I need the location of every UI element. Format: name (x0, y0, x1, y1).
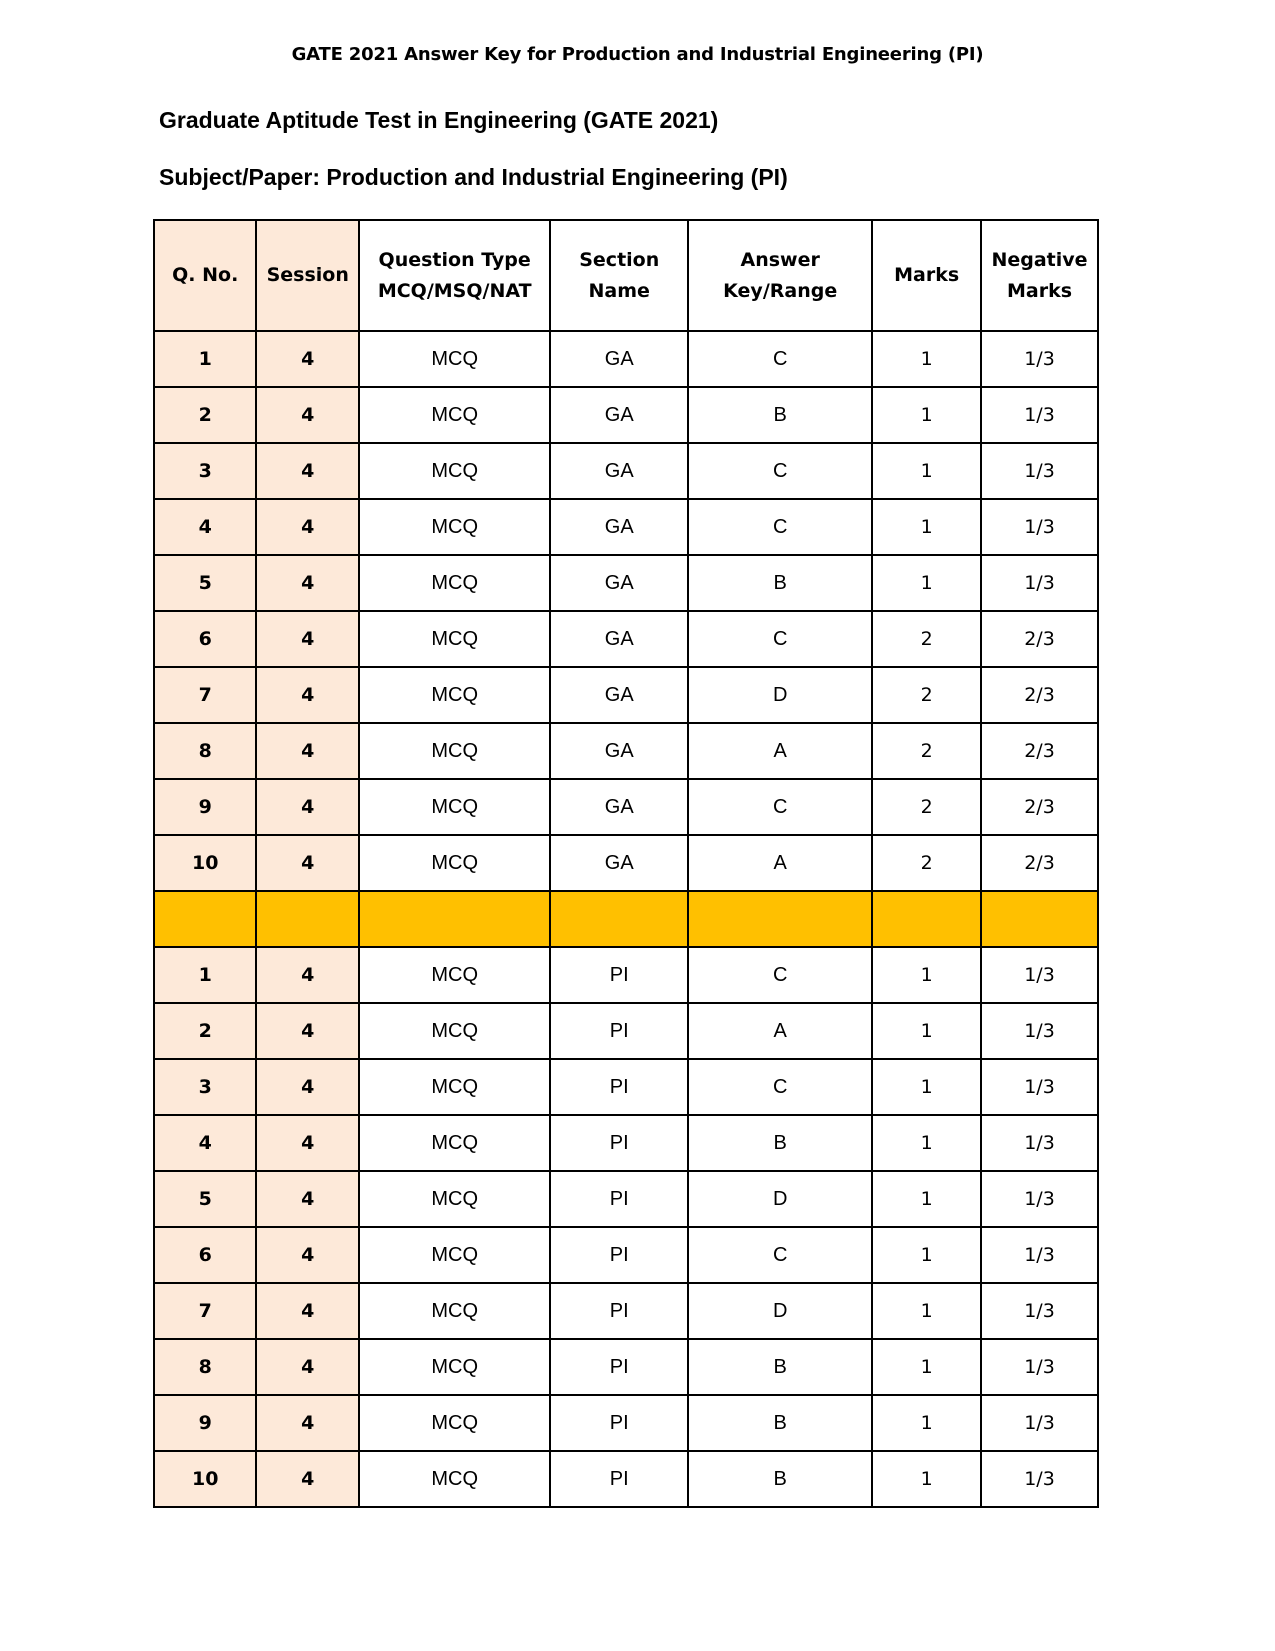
cell-negative-marks: 2/3 (981, 611, 1098, 667)
cell-answer-key: C (688, 611, 872, 667)
cell-answer-key: C (688, 947, 872, 1003)
cell-negative-marks: 1/3 (981, 1283, 1098, 1339)
cell-answer-key: D (688, 1171, 872, 1227)
separator-cell (872, 891, 981, 947)
table-row-ga (154, 555, 1098, 611)
header-question-type (359, 220, 550, 331)
cell-session: 4 (256, 779, 358, 835)
cell-section-name: GA (550, 779, 688, 835)
cell-qno: 9 (154, 1395, 256, 1451)
header-answer-key-line: Key/Range (723, 279, 838, 302)
section-separator-row (154, 891, 1098, 947)
table-row-ga (154, 779, 1098, 835)
cell-negative-marks: 2/3 (981, 835, 1098, 891)
table-row-pi (154, 1115, 1098, 1171)
cell-answer-key: D (688, 1283, 872, 1339)
cell-section-name: PI (550, 1059, 688, 1115)
cell-section-name: GA (550, 499, 688, 555)
cell-question-type: MCQ (359, 443, 550, 499)
table-row-ga (154, 331, 1098, 387)
cell-question-type: MCQ (359, 1171, 550, 1227)
cell-session: 4 (256, 835, 358, 891)
table-row-pi (154, 1451, 1098, 1507)
cell-marks: 2 (872, 667, 981, 723)
cell-question-type: MCQ (359, 331, 550, 387)
cell-section-name: PI (550, 1003, 688, 1059)
cell-negative-marks: 1/3 (981, 1059, 1098, 1115)
table-header-row (154, 220, 1098, 331)
cell-negative-marks: 1/3 (981, 1171, 1098, 1227)
cell-qno: 6 (154, 611, 256, 667)
cell-question-type: MCQ (359, 1115, 550, 1171)
cell-session: 4 (256, 443, 358, 499)
page-header: GATE 2021 Answer Key for Production and Industrial Engineering (PI) (291, 44, 984, 65)
cell-session: 4 (256, 331, 358, 387)
cell-negative-marks: 1/3 (981, 1451, 1098, 1507)
cell-marks: 1 (872, 1115, 981, 1171)
cell-question-type: MCQ (359, 499, 550, 555)
cell-marks: 1 (872, 443, 981, 499)
cell-section-name: GA (550, 443, 688, 499)
table-row-ga (154, 443, 1098, 499)
cell-marks: 1 (872, 555, 981, 611)
header-answer-key-line: Answer (740, 248, 820, 271)
cell-marks: 1 (872, 1003, 981, 1059)
cell-negative-marks: 1/3 (981, 1115, 1098, 1171)
cell-answer-key: C (688, 779, 872, 835)
cell-question-type: MCQ (359, 723, 550, 779)
cell-qno: 3 (154, 443, 256, 499)
table-row-pi (154, 1171, 1098, 1227)
cell-negative-marks: 1/3 (981, 331, 1098, 387)
header-answer-key (688, 220, 872, 331)
cell-negative-marks: 1/3 (981, 555, 1098, 611)
separator-cell (154, 891, 256, 947)
cell-session: 4 (256, 1283, 358, 1339)
cell-section-name: GA (550, 387, 688, 443)
cell-answer-key: C (688, 331, 872, 387)
separator-cell (256, 891, 358, 947)
cell-negative-marks: 2/3 (981, 723, 1098, 779)
cell-question-type: MCQ (359, 779, 550, 835)
cell-section-name: GA (550, 723, 688, 779)
cell-negative-marks: 1/3 (981, 387, 1098, 443)
cell-qno: 1 (154, 947, 256, 1003)
cell-qno: 10 (154, 835, 256, 891)
cell-qno: 1 (154, 331, 256, 387)
page-title: Graduate Aptitude Test in Engineering (GATE 2021) (159, 107, 719, 133)
cell-section-name: GA (550, 555, 688, 611)
cell-section-name: PI (550, 1227, 688, 1283)
cell-qno: 4 (154, 1115, 256, 1171)
cell-qno: 2 (154, 387, 256, 443)
cell-marks: 2 (872, 835, 981, 891)
separator-cell (981, 891, 1098, 947)
table-row-pi (154, 1227, 1098, 1283)
cell-session: 4 (256, 555, 358, 611)
cell-qno: 5 (154, 555, 256, 611)
cell-answer-key: C (688, 443, 872, 499)
cell-qno: 2 (154, 1003, 256, 1059)
cell-question-type: MCQ (359, 1283, 550, 1339)
cell-question-type: MCQ (359, 947, 550, 1003)
cell-marks: 1 (872, 1451, 981, 1507)
cell-question-type: MCQ (359, 555, 550, 611)
cell-qno: 8 (154, 1339, 256, 1395)
header-negative-marks-line: Marks (1006, 279, 1073, 302)
separator-cell (688, 891, 872, 947)
table-row-ga (154, 723, 1098, 779)
cell-session: 4 (256, 1115, 358, 1171)
cell-section-name: PI (550, 1283, 688, 1339)
header-negative-marks-line: Negative (991, 248, 1088, 271)
header-session (256, 220, 358, 331)
cell-qno: 7 (154, 1283, 256, 1339)
table-row-pi (154, 947, 1098, 1003)
cell-marks: 1 (872, 499, 981, 555)
cell-qno: 5 (154, 1171, 256, 1227)
cell-qno: 10 (154, 1451, 256, 1507)
cell-session: 4 (256, 1451, 358, 1507)
cell-section-name: GA (550, 331, 688, 387)
cell-marks: 1 (872, 1339, 981, 1395)
header-marks (872, 220, 981, 331)
cell-section-name: GA (550, 611, 688, 667)
cell-negative-marks: 1/3 (981, 499, 1098, 555)
table-row-pi (154, 1059, 1098, 1115)
cell-answer-key: B (688, 1395, 872, 1451)
table-row-ga (154, 611, 1098, 667)
cell-session: 4 (256, 667, 358, 723)
table-row-ga (154, 667, 1098, 723)
table-row-pi (154, 1395, 1098, 1451)
cell-session: 4 (256, 1395, 358, 1451)
cell-answer-key: D (688, 667, 872, 723)
cell-marks: 1 (872, 1283, 981, 1339)
cell-section-name: PI (550, 947, 688, 1003)
cell-section-name: PI (550, 1115, 688, 1171)
cell-qno: 7 (154, 667, 256, 723)
cell-qno: 3 (154, 1059, 256, 1115)
cell-session: 4 (256, 1003, 358, 1059)
cell-qno: 9 (154, 779, 256, 835)
cell-marks: 2 (872, 779, 981, 835)
cell-answer-key: B (688, 555, 872, 611)
header-section-name-line: Section (579, 248, 660, 271)
cell-qno: 8 (154, 723, 256, 779)
cell-marks: 1 (872, 387, 981, 443)
cell-session: 4 (256, 723, 358, 779)
cell-answer-key: A (688, 723, 872, 779)
cell-section-name: PI (550, 1339, 688, 1395)
table-row-pi (154, 1003, 1098, 1059)
cell-answer-key: B (688, 1451, 872, 1507)
cell-answer-key: B (688, 1339, 872, 1395)
cell-question-type: MCQ (359, 1059, 550, 1115)
answer-key-table (153, 219, 1099, 1508)
cell-question-type: MCQ (359, 835, 550, 891)
cell-answer-key: A (688, 835, 872, 891)
header-section-name-line: Name (588, 279, 650, 302)
cell-answer-key: C (688, 1059, 872, 1115)
cell-question-type: MCQ (359, 611, 550, 667)
header-question-type-line: MCQ/MSQ/NAT (377, 279, 532, 302)
cell-session: 4 (256, 1171, 358, 1227)
table-row-ga (154, 387, 1098, 443)
cell-marks: 1 (872, 1395, 981, 1451)
cell-marks: 2 (872, 723, 981, 779)
cell-marks: 1 (872, 1171, 981, 1227)
cell-section-name: PI (550, 1451, 688, 1507)
cell-marks: 1 (872, 947, 981, 1003)
header-question-type-line: Question Type (378, 248, 531, 271)
header-marks-line: Marks (894, 264, 960, 286)
cell-negative-marks: 2/3 (981, 779, 1098, 835)
cell-negative-marks: 1/3 (981, 1003, 1098, 1059)
cell-question-type: MCQ (359, 387, 550, 443)
cell-marks: 1 (872, 331, 981, 387)
cell-answer-key: C (688, 1227, 872, 1283)
cell-marks: 1 (872, 1227, 981, 1283)
cell-section-name: GA (550, 835, 688, 891)
subject-title: Subject/Paper: Production and Industrial Engineering (PI) (159, 164, 788, 190)
cell-session: 4 (256, 611, 358, 667)
separator-cell (359, 891, 550, 947)
cell-negative-marks: 1/3 (981, 1227, 1098, 1283)
header-section-name (550, 220, 688, 331)
cell-negative-marks: 1/3 (981, 1339, 1098, 1395)
cell-answer-key: C (688, 499, 872, 555)
cell-question-type: MCQ (359, 1227, 550, 1283)
cell-answer-key: A (688, 1003, 872, 1059)
cell-section-name: PI (550, 1395, 688, 1451)
cell-question-type: MCQ (359, 1451, 550, 1507)
header-session-line: Session (266, 264, 349, 286)
cell-question-type: MCQ (359, 1395, 550, 1451)
header-qno-line: Q. No. (172, 264, 239, 286)
cell-section-name: PI (550, 1171, 688, 1227)
header-qno (154, 220, 256, 331)
cell-negative-marks: 1/3 (981, 947, 1098, 1003)
cell-question-type: MCQ (359, 667, 550, 723)
cell-session: 4 (256, 499, 358, 555)
table-row-ga (154, 499, 1098, 555)
cell-negative-marks: 1/3 (981, 443, 1098, 499)
cell-qno: 4 (154, 499, 256, 555)
cell-marks: 2 (872, 611, 981, 667)
cell-session: 4 (256, 1059, 358, 1115)
cell-question-type: MCQ (359, 1003, 550, 1059)
header-negative-marks (981, 220, 1098, 331)
cell-section-name: GA (550, 667, 688, 723)
cell-answer-key: B (688, 387, 872, 443)
cell-question-type: MCQ (359, 1339, 550, 1395)
cell-session: 4 (256, 387, 358, 443)
cell-session: 4 (256, 1227, 358, 1283)
cell-session: 4 (256, 1339, 358, 1395)
cell-negative-marks: 2/3 (981, 667, 1098, 723)
cell-negative-marks: 1/3 (981, 1395, 1098, 1451)
table-row-pi (154, 1339, 1098, 1395)
table-body (154, 331, 1098, 1507)
cell-answer-key: B (688, 1115, 872, 1171)
table-row-pi (154, 1283, 1098, 1339)
separator-cell (550, 891, 688, 947)
cell-session: 4 (256, 947, 358, 1003)
cell-marks: 1 (872, 1059, 981, 1115)
table-row-ga (154, 835, 1098, 891)
cell-qno: 6 (154, 1227, 256, 1283)
